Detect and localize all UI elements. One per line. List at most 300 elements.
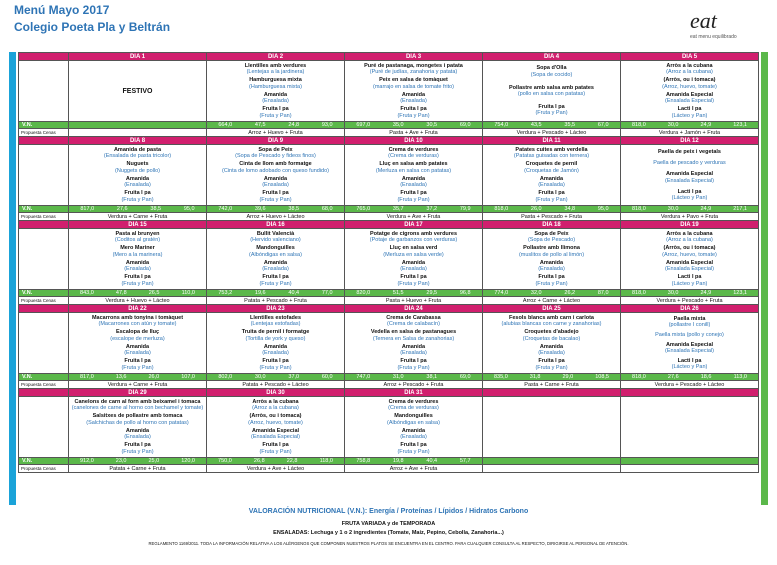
dish-item — [485, 85, 618, 98]
nutrition-values — [621, 290, 759, 297]
nutrition-values-wrap — [483, 374, 620, 380]
dish-name-valencian: Amanida — [125, 343, 150, 350]
dish-name-spanish: (Fruta y Pan) — [397, 364, 430, 371]
row-label-blank — [19, 397, 69, 458]
nutrition-values-wrap — [207, 458, 344, 464]
day-menu-cell — [621, 397, 759, 458]
nutrition-value: 30,5 — [426, 122, 438, 128]
nutrition-value: 774,0 — [494, 290, 509, 296]
dinner-proposal: Verdura + Pescado + Fruta — [621, 297, 759, 305]
nutrition-value: 22,8 — [286, 458, 298, 464]
dish-item — [623, 342, 756, 355]
row-label-blank — [19, 313, 69, 374]
dish-name-spanish: (Lácteo y Pan) — [671, 280, 708, 287]
day-label: DIA 5 — [621, 53, 759, 61]
row-label-blank — [19, 221, 69, 229]
nutrition-value: 747,0 — [356, 374, 371, 380]
dish-item — [209, 245, 342, 258]
nutrition-value: 113,0 — [733, 374, 747, 380]
day-menu-cell — [345, 145, 483, 206]
day-label: DIA 8 — [69, 137, 207, 145]
dish-name-spanish: (Ensalada Especial) — [665, 347, 714, 354]
day-label: DIA 10 — [345, 137, 483, 145]
nutrition-values — [207, 458, 345, 465]
dish-item — [347, 245, 480, 258]
dish-item — [71, 399, 204, 412]
day-label: DIA 3 — [345, 53, 483, 61]
dish-name-spanish: (Fruta y Pan) — [397, 448, 430, 455]
nutrition-values-wrap — [69, 374, 206, 380]
dish-name-valencian: Fruita I pa — [400, 106, 427, 113]
dish-item — [623, 171, 756, 184]
dish-name-valencian: (Arròs, ou i tomaca) — [663, 77, 716, 84]
nutrition-values — [345, 290, 483, 297]
dish-name-spanish: (Ensalada de pasta tricolor) — [103, 153, 172, 160]
dish-name-valencian: Fruita I pa — [262, 274, 289, 281]
nutrition-value: 835,0 — [494, 374, 508, 380]
nutrition-values-wrap — [207, 206, 344, 212]
dish-name-valencian: Amanida — [263, 343, 288, 350]
dish-name-spanish: (Fruta y Pan) — [397, 112, 430, 119]
nutrition-value: 26,0 — [148, 374, 160, 380]
nutrition-value: 67,0 — [597, 122, 609, 128]
nutrition-values-wrap — [621, 206, 758, 212]
nutrition-values — [345, 122, 483, 129]
dish-name-spanish: (Ensalada) — [262, 266, 289, 273]
day-label: DIA 15 — [69, 221, 207, 229]
nutrition-value: 29,5 — [426, 290, 438, 296]
dish-item — [71, 413, 204, 426]
dish-list — [621, 145, 758, 205]
dish-name-valencian: Paella de peix i vegetals — [658, 148, 721, 155]
dish-item — [347, 358, 480, 371]
nutrition-values-wrap — [483, 122, 620, 128]
dish-name-valencian: Fruita I pa — [400, 358, 427, 365]
dish-name-valencian: Amanida Especial — [665, 259, 714, 266]
dish-name-spanish: (Fruta y Pan) — [397, 280, 430, 287]
dish-name-spanish: (Fruta y Pan) — [535, 280, 568, 287]
dish-name-spanish: (Mero a la marinera) — [112, 251, 163, 258]
dish-name-spanish: (Ensalada) — [538, 266, 565, 273]
dish-item — [347, 176, 480, 189]
dish-list — [69, 313, 206, 373]
dish-name-spanish: (Merluza en salsa verde) — [383, 251, 444, 258]
day-label: DIA 4 — [483, 53, 621, 61]
dish-list — [483, 313, 620, 373]
nutrition-value: 217,1 — [733, 206, 747, 212]
dish-name-valencian: Fruita I pa — [400, 190, 427, 197]
row-label-blank — [19, 145, 69, 206]
day-menu-cell — [621, 229, 759, 290]
dish-name-valencian: Fruita I pa — [124, 358, 151, 365]
nutrition-values-wrap — [621, 122, 758, 128]
nutrition-value: 95,0 — [597, 206, 609, 212]
nutrition-row — [19, 122, 759, 129]
dish-item — [485, 231, 618, 244]
dish-item — [347, 92, 480, 105]
dinner-proposal-row — [19, 213, 759, 221]
eat-logo: eat — [690, 8, 717, 33]
dish-name-spanish: Paella mixta (pollo y conejo) — [655, 331, 724, 338]
dish-item — [71, 147, 204, 160]
nutrition-value: 13,6 — [115, 374, 127, 380]
dish-item — [623, 358, 756, 371]
nutrition-value: 818,0 — [632, 374, 646, 380]
dish-item — [347, 190, 480, 203]
left-accent-stripe — [9, 52, 16, 505]
dish-name-valencian: Lacti I pa — [677, 188, 702, 195]
dish-item — [209, 399, 342, 412]
nutritional-legend: VALORACIÓN NUTRICIONAL (V.N.): Energía / Proteínas / Lípidos / Hidratos Carbono — [248, 508, 529, 515]
dish-item — [485, 315, 618, 328]
dish-list — [207, 313, 344, 373]
nutrition-values-wrap — [483, 206, 620, 212]
nutrition-values — [483, 206, 621, 213]
dish-list — [207, 397, 344, 457]
dish-name-spanish: (Ensalada) — [124, 266, 151, 273]
dish-name-valencian: (Arròs, ou i tomaca) — [249, 413, 302, 420]
dish-name-valencian: Sopa de Peix — [534, 230, 569, 237]
dinner-proposal: Verdura + Ave + Lácteo — [207, 465, 345, 473]
dish-name-spanish: (Fruta y Pan) — [259, 112, 292, 119]
nutrition-value: 123,1 — [733, 122, 747, 128]
dish-name-valencian: Fruita I pa — [538, 274, 565, 281]
salad-note: ENSALADAS: Lechuga y 1 o 2 ingredientes (Tomate, Maíz, Pepino, Cebolla, Zanahoria...) — [273, 530, 504, 536]
dish-name-spanish: (Fruta y Pan) — [121, 196, 154, 203]
dish-name-valencian: Canelons de carn al forn amb beixamel i tomaca — [74, 398, 201, 405]
nutrition-values-wrap — [207, 122, 344, 128]
dish-name-spanish: (Arroz, huevo, tomate) — [662, 251, 717, 258]
nutrition-value: 765,0 — [356, 206, 371, 212]
dish-name-spanish: (Fruta y Pan) — [259, 448, 292, 455]
eat-logo-tagline: eat menu equilibrado — [690, 34, 737, 40]
nutrition-value: 30,0 — [667, 290, 679, 296]
nutrition-value: 68,0 — [321, 206, 333, 212]
nutrition-value: 57,7 — [459, 458, 471, 464]
dish-name-spanish: (Ensalada) — [400, 350, 427, 357]
dinner-proposal: Arroz + Huevo + Fruta — [207, 129, 345, 137]
dish-name-spanish: (Hamburguesa mixta) — [249, 83, 302, 90]
vn-label: V.N. — [19, 290, 69, 297]
day-menu-cell — [69, 61, 207, 122]
dish-name-valencian: Sopa de Peix — [258, 146, 293, 153]
dish-name-spanish: (Ensalada Especial) — [665, 98, 714, 105]
dish-item — [347, 413, 480, 426]
dish-item — [71, 176, 204, 189]
dish-name-spanish: (marrajo en salsa de tomate frito) — [372, 83, 454, 90]
dish-name-valencian: Amanida — [539, 175, 564, 182]
nutrition-value: 818,0 — [632, 122, 646, 128]
dinner-proposal: Verdura + Carne + Fruta — [69, 213, 207, 221]
day-menu-cell — [621, 145, 759, 206]
dish-item — [623, 92, 756, 105]
dish-list — [69, 397, 206, 457]
dish-item — [71, 344, 204, 357]
nutrition-value: 69,0 — [459, 122, 471, 128]
dish-name-valencian: Fruita I pa — [262, 442, 289, 449]
day-header-row — [19, 305, 759, 313]
nutrition-value: 95,0 — [183, 206, 195, 212]
dish-name-spanish: (Fruta y Pan) — [535, 364, 568, 371]
dish-list — [207, 61, 344, 121]
dish-item — [347, 329, 480, 342]
vn-label: V.N. — [19, 122, 69, 129]
dish-name-spanish: (canelones de carne al horno con bechamel y tomate) — [71, 405, 204, 412]
nutrition-value: 802,0 — [218, 374, 233, 380]
nutrition-value: 24,9 — [700, 122, 712, 128]
nutrition-row — [19, 458, 759, 465]
dish-name-valencian: Fruita I pa — [124, 442, 151, 449]
dinner-proposal: Arroz + Carne + Lácteo — [483, 297, 621, 305]
dish-item — [485, 161, 618, 174]
nutrition-value: 37,0 — [288, 374, 300, 380]
nutrition-value: 750,0 — [218, 458, 232, 464]
nutrition-values — [621, 374, 759, 381]
dish-item — [209, 315, 342, 328]
nutrition-values — [483, 374, 621, 381]
nutrition-value: 93,0 — [321, 122, 333, 128]
dish-list — [621, 397, 758, 457]
day-menu-cell — [345, 229, 483, 290]
dish-name-valencian: Amanida — [125, 259, 150, 266]
dish-name-valencian: Fruita I pa — [262, 358, 289, 365]
nutrition-value: 96,8 — [459, 290, 471, 296]
nutrition-value: 43,5 — [530, 122, 542, 128]
dish-item — [209, 442, 342, 455]
nutrition-values-wrap — [345, 206, 482, 212]
dinner-proposal-row — [19, 381, 759, 389]
dish-name-spanish: (Fruta y Pan) — [259, 364, 292, 371]
dinner-proposal: Arroz + Ave + Fruta — [345, 465, 483, 473]
nutrition-values — [483, 122, 621, 129]
day-menu-cell — [483, 313, 621, 374]
nutrition-value: 123,1 — [733, 290, 747, 296]
nutrition-value: 30,0 — [667, 122, 679, 128]
dish-item — [623, 106, 756, 119]
dish-name-valencian: Amanida — [539, 343, 564, 350]
dish-name-valencian: Fruita I pa — [538, 190, 565, 197]
dish-name-valencian: Amanida — [125, 175, 150, 182]
nutrition-value: 817,0 — [80, 374, 94, 380]
nutrition-value: 758,8 — [356, 458, 371, 464]
dish-list — [621, 313, 758, 373]
dish-item — [485, 260, 618, 273]
dish-item — [209, 63, 342, 76]
dish-name-valencian: Amanida — [263, 259, 288, 266]
dish-name-valencian: Fesols blancs amb carn i carlota — [509, 314, 594, 321]
day-menu-cell — [69, 313, 207, 374]
dish-name-valencian: Amanida — [125, 427, 150, 434]
nutrition-value: 31,8 — [529, 374, 541, 380]
dish-list — [621, 229, 758, 289]
dish-item — [71, 161, 204, 174]
dish-item — [347, 399, 480, 412]
dish-name-spanish: (alubias blancas con carne y zanahorias) — [501, 321, 602, 328]
dish-item — [485, 245, 618, 258]
dish-name-spanish: (Ensalada) — [400, 98, 427, 105]
dish-name-valencian: Llentilles amb verdures — [244, 62, 307, 69]
dinner-proposal: Verdura + Ave + Fruta — [345, 213, 483, 221]
nutrition-value: 60,0 — [321, 374, 333, 380]
nutrition-value: 26,0 — [530, 206, 542, 212]
dinner-proposal: Pasta + Pescado + Fruta — [483, 213, 621, 221]
dish-name-valencian: Arròs a la cubana — [666, 62, 713, 69]
dish-item — [485, 344, 618, 357]
dish-name-spanish: (Tortilla de york y queso) — [245, 335, 306, 342]
dinner-proposal-row — [19, 297, 759, 305]
holiday-label: FESTIVO — [122, 87, 153, 95]
dish-name-spanish: (Sopa de Pescado y fideos finos) — [235, 153, 316, 160]
day-label: DIA 1 — [69, 53, 207, 61]
fruit-note: FRUTA VARIADA y de TEMPORADA — [341, 521, 436, 527]
dish-list — [483, 397, 620, 457]
dishes-row — [19, 313, 759, 374]
dish-list — [207, 229, 344, 289]
row-label-blank — [19, 389, 69, 397]
day-menu-cell — [483, 145, 621, 206]
dish-name-valencian: Salsitxes de pollastre amb tomaca — [92, 413, 183, 420]
day-label: DIA 24 — [345, 305, 483, 313]
vn-label: V.N. — [19, 206, 69, 213]
dinner-proposal: Verdura + Pavo + Fruta — [621, 213, 759, 221]
dish-item — [623, 77, 756, 90]
nutrition-values — [483, 458, 621, 465]
dinner-proposal: Patata + Pescado + Fruta — [207, 297, 345, 305]
dinner-label: Propuesta Cenas — [19, 129, 69, 137]
dish-name-valencian: Patates cuites amb verdella — [515, 146, 588, 153]
dish-name-valencian: Fruita I pa — [538, 104, 565, 110]
nutrition-values — [621, 458, 759, 465]
dish-name-spanish: (Arroz, huevo, tomate) — [248, 419, 303, 426]
nutrition-value: 27,6 — [116, 206, 128, 212]
nutrition-values — [345, 458, 483, 465]
dish-name-spanish: (Ensalada) — [538, 182, 565, 189]
nutrition-values — [207, 122, 345, 129]
dish-item — [347, 63, 480, 76]
day-menu-cell — [207, 313, 345, 374]
day-menu-cell — [345, 313, 483, 374]
nutrition-row — [19, 290, 759, 297]
dish-name-valencian: Fruita I pa — [262, 190, 289, 197]
dish-name-spanish: (Ternera en Salsa de zanahorias) — [372, 335, 455, 342]
dish-name-valencian: Amanida de pasta — [113, 146, 162, 153]
day-menu-cell — [345, 61, 483, 122]
row-label-blank — [19, 61, 69, 122]
day-label: DIA 23 — [207, 305, 345, 313]
dish-item — [209, 358, 342, 371]
dish-name-valencian: Amanida — [401, 175, 426, 182]
dish-name-spanish: (Arroz a la cubana) — [666, 69, 713, 76]
dish-name-valencian: Bullit Valencià — [256, 230, 295, 237]
dish-name-valencian: Lluç en salsa verd — [389, 245, 438, 252]
nutrition-values — [69, 206, 207, 213]
dish-item — [71, 190, 204, 203]
dish-item — [347, 231, 480, 244]
dish-name-valencian: Hamburguesa mixta — [249, 77, 302, 84]
day-label: DIA 17 — [345, 221, 483, 229]
dish-item — [623, 332, 756, 338]
nutrition-value: 110,0 — [181, 290, 195, 296]
dish-item — [485, 104, 618, 117]
dish-list — [69, 145, 206, 205]
day-label: DIA 11 — [483, 137, 621, 145]
dish-name-spanish: (Fruta y Pan) — [535, 110, 568, 117]
dinner-label: Propuesta Cenas — [19, 381, 69, 389]
dish-name-valencian: Amanida Especial — [665, 171, 714, 178]
nutrition-value: 817,0 — [80, 206, 95, 212]
day-header-row — [19, 389, 759, 397]
nutrition-value: 26,2 — [564, 290, 576, 296]
dish-name-valencian: Amanida — [401, 427, 426, 434]
nutrition-value: 820,0 — [356, 290, 371, 296]
day-label: DIA 31 — [345, 389, 483, 397]
dish-name-spanish: (Potaje de garbanzos con verduras) — [369, 237, 458, 244]
dish-name-valencian: Fruita I pa — [124, 190, 151, 197]
dish-item — [347, 77, 480, 90]
dish-name-spanish: (Ensalada) — [124, 182, 151, 189]
dish-name-valencian: Amanida Especial — [251, 427, 300, 434]
dish-item — [71, 442, 204, 455]
dinner-label: Propuesta Cenas — [19, 213, 69, 221]
dish-item — [209, 190, 342, 203]
nutrition-value: 107,0 — [181, 374, 195, 380]
dish-name-valencian: Vedella en salsa de pastanagues — [370, 329, 457, 336]
dish-name-spanish: (Lentejas estofadas) — [250, 321, 301, 328]
dish-item — [623, 245, 756, 258]
dish-item — [209, 329, 342, 342]
dish-item — [347, 147, 480, 160]
nutrition-value: 32,0 — [530, 290, 542, 296]
nutrition-values-wrap — [483, 290, 620, 296]
dish-list — [345, 229, 482, 289]
dinner-proposal: Pasta + Carne + Fruta — [483, 381, 621, 389]
regulation-note: REGLAMENTO 1169/2011. TODA LA INFORMACIÓN RELATIVA A LOS ALÉRGENOS QUE COMPONEN NUESTROS PLATOS SE ENCUENTRA EN EL CENTRO. PARA CUALQUIER CONSULTA AL RESPECTO, DIRIGIRSE AL PERSONAL DE ATENCIÓN. — [148, 541, 629, 546]
nutrition-values — [621, 122, 759, 129]
nutrition-value: 664,0 — [218, 122, 233, 128]
dish-name-spanish: (Ensalada) — [400, 266, 427, 273]
nutrition-value: 26,8 — [253, 458, 265, 464]
dish-name-spanish: (Ensalada) — [400, 182, 427, 189]
dish-name-valencian: Crema de verdures — [388, 398, 439, 405]
dish-name-valencian: Mandonguilles — [256, 245, 295, 252]
dish-name-spanish: (Fruta y Pan) — [121, 448, 154, 455]
row-label-blank — [19, 53, 69, 61]
dish-name-valencian: Cinta de llom amb formatge — [239, 161, 312, 168]
dinner-proposal: Arroz + Pescado + Fruta — [345, 381, 483, 389]
day-menu-cell — [483, 229, 621, 290]
dish-name-valencian: Crema de verdures — [388, 146, 439, 153]
day-menu-cell — [207, 61, 345, 122]
dish-name-valencian: Croquetes d'abadejo — [524, 329, 579, 336]
dish-item — [209, 413, 342, 426]
day-label: DIA 18 — [483, 221, 621, 229]
dish-name-spanish: (Cinta de lomo adobado con queso fundido) — [221, 167, 330, 174]
dish-name-spanish: Paella de pescado y verduras — [653, 159, 726, 166]
dish-item — [485, 274, 618, 287]
dish-item — [623, 63, 756, 76]
dishes-row — [19, 397, 759, 458]
nutrition-value: 40,4 — [288, 290, 300, 296]
dish-name-valencian: Fruita I pa — [400, 442, 427, 449]
dish-name-valencian: Truita de pernil i formatge — [241, 329, 310, 336]
nutrition-values — [207, 374, 345, 381]
dish-name-valencian: Pollastre amb salsa amb patates — [509, 84, 594, 91]
dish-name-spanish: (Fruta y Pan) — [397, 196, 430, 203]
dish-item — [71, 245, 204, 258]
vn-label: V.N. — [19, 458, 69, 465]
nutrition-value: 35,7 — [392, 206, 404, 212]
nutrition-value: 818,0 — [632, 206, 646, 212]
